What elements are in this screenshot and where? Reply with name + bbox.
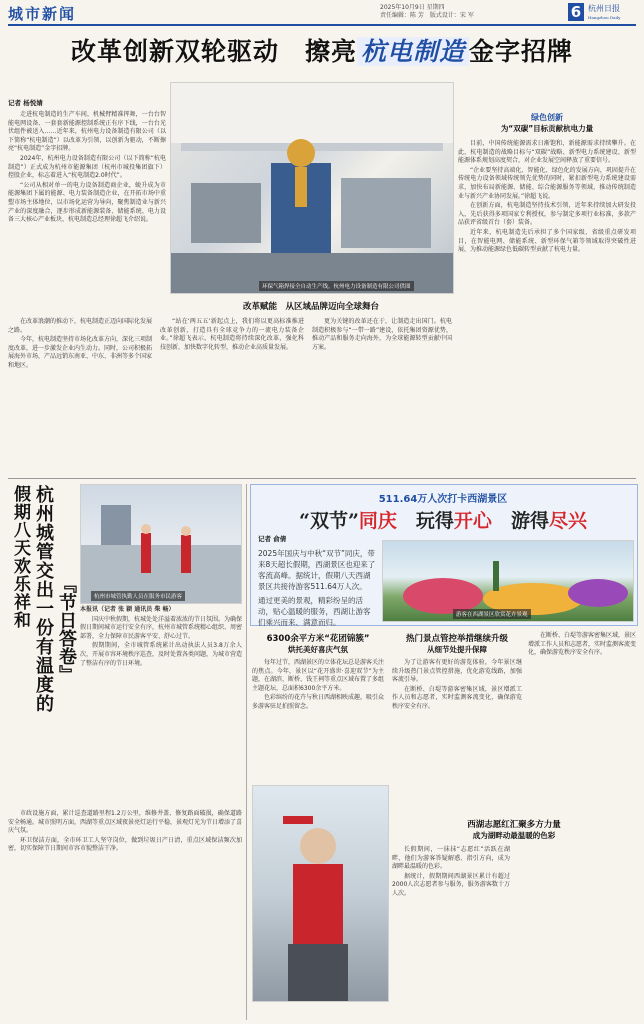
reform-col-1 xyxy=(8,318,152,372)
reform-col-3 xyxy=(312,318,452,353)
column-divider xyxy=(246,484,247,1020)
left-story-text xyxy=(80,606,242,669)
sub2-text xyxy=(392,659,522,712)
sidebar-paragraph: 近年来，杭电制造先后承担了多个国家级、省级重点研发项目，在智能电网、储能系统、新型环保气箱等领域取得突破性进展，为推动能源绿色低碳转型贡献了杭电力量。 xyxy=(458,228,636,254)
lead-paragraph: 走进杭电制造的生产车间，机械臂精准挥舞，一台台智能电网设备、一套套新能源控制系统正有序下线，一台台光伏组件被送入……近年来，杭州电力设备制造有限公司（以下简称“杭电制造”）以改革为引领，以创新为驱动，不断擦亮“杭电制造”金字招牌。 xyxy=(8,111,166,153)
reform-paragraph: 今年，杭电制造坚持市场化改革方向，深化三项制度改革，进一步激发企业内生动力。同时，公司积极拓展海外市场，产品远销东南亚、中东、非洲等多个国家和地区。 xyxy=(8,336,153,369)
reform-paragraph: “站在‘两五五’新起点上，我们将以更高标准推进改革创新，打造具有全球竞争力的一流电力装备企业。”徐超飞表示，杭电制造将持续深化改革，强化科技创新，加快数字化转型，推动企业高质量发展。 xyxy=(160,318,304,351)
editor-line: 责任编辑：陈 芳 版式设计：宋 军 xyxy=(380,12,474,19)
lead-text-2: 通过更美的景观，精彩纷呈的活动，贴心温暖的服务，西湖让游客们乘兴而来、满意而归。 xyxy=(258,596,371,627)
left-story-paragraph: 市政设施方面，累计巡查道路里程1.2万公里，维修井盖、修复路面破损，确保道路安全畅通。城市照明方面，西湖等重点区域夜景亮灯运行平稳，景观灯光为节日增添了喜庆气氛。 xyxy=(8,810,243,835)
sidebar-paragraph: 目前，中国传统能源需求日渐饱和，新能源需求持续攀升。在此，杭电制造的战略目标与“双碳”战略、新型电力系统建设、新型能源体系规划高度契合，对企业发展空间释放了重要信号。 xyxy=(458,140,636,165)
west-lake-flower-photo xyxy=(382,540,634,622)
left-story-text-bottom xyxy=(8,810,242,855)
paper-pinyin: Hangzhou Daily xyxy=(588,15,621,20)
headline-part1: 改革创新双轮驱动 擦亮 xyxy=(70,37,357,66)
headline-seg: 游得 xyxy=(491,510,549,532)
flower-photo-caption: 游客在西湖景区欣赏花卉景观 xyxy=(453,609,531,619)
reform-title: 改革赋能 从区域品牌迈向全球舞台 xyxy=(242,302,379,312)
sub3-subtitle: 成为湖畔动最温暖的色彩 xyxy=(472,831,556,840)
paper-name: 杭州日报 xyxy=(588,4,620,13)
reform-paragraph: 在改革浪潮的推动下，杭电制造正迈向国际化发展之路。 xyxy=(8,318,153,334)
reform-col-2 xyxy=(160,318,304,353)
west-lake-kicker: 511.64万人次打卡西湖景区 xyxy=(378,494,508,505)
left-story-byline: 本报讯（记者 张 颖 通讯员 柴 畅） xyxy=(80,606,175,613)
west-lake-headline xyxy=(250,506,636,533)
sub3-paragraph: 长假期间，一抹抹“志愿红”活跃在湖畔，他们为游客答疑解惑、指引方向，成为湖畔最温暖的色彩。 xyxy=(392,846,510,871)
byline: 记者 杨悦婧 xyxy=(8,99,43,107)
sub2-title: 热门景点管控举措继续升级 xyxy=(405,634,508,644)
photo-caption: 环保气箱焊接全自动生产线。杭州电力设备制造有限公司供图 xyxy=(259,281,414,291)
sub2-subtitle: 从细节处提升保障 xyxy=(427,645,487,654)
sidebar-paragraph: 在创新方面，杭电制造坚持技术引领，近年来持续加大研发投入，先后获得多项国家专利授权，参与制定多项行业标准，多款产品获评省级首台（套）装备。 xyxy=(458,202,636,227)
left-story-title-line3: 假期八天欢乐祥和 xyxy=(10,485,30,629)
page-header xyxy=(0,0,644,26)
crowd-control-col xyxy=(528,632,636,659)
headline-seg-red: 开心 xyxy=(453,510,492,532)
sidebar-text xyxy=(458,140,636,255)
city-management-photo xyxy=(80,484,242,604)
sidebar-subtitle: 为“双碳”目标贡献杭电力量 xyxy=(500,124,594,133)
volunteer-photo xyxy=(252,785,389,1002)
reform-paragraph: 更为关键的改革还在于，让制造走出国门。杭电制造积极参与“一带一路”建设，依托集团资源优势，推动产品和服务走向海外，为全球能源转型贡献中国方案。 xyxy=(312,318,452,351)
city-photo-caption: 杭州市城管执勤人员在服务市民游客 xyxy=(91,591,185,601)
left-story-paragraph: 国庆中秋假期，杭城处处洋溢着浓浓的节日氛围。为确保假日期间城市运行安全有序，杭州市城管系统精心组织、周密部署，全力保障市民游客平安、舒心过节。 xyxy=(80,615,243,640)
sub2-paragraph: 为了让游客有更好的游览体验，今年景区继续升级热门景点管控措施，优化游览线路，加强客流引导。 xyxy=(392,659,522,684)
headline-seg-red: 同庆 xyxy=(358,510,397,532)
volunteer-photo-art xyxy=(253,786,388,1001)
left-story-paragraph: 环卫保洁方面，全市环卫工人坚守岗位，做到垃圾日产日清，重点区域保洁频次加密，切实保障节日期间市容市貌整洁干净。 xyxy=(8,836,242,853)
green-innovation-sidebar xyxy=(458,112,636,256)
headline-part2: 金字招牌 xyxy=(469,37,574,66)
left-story-title-line2: 『节日答卷』 xyxy=(56,575,77,683)
crowd-control-section xyxy=(392,632,522,713)
section-title: 城市新闻 xyxy=(8,5,77,23)
date-line: 2025年10月9日 星期四 xyxy=(380,4,445,11)
sub1-subtitle: 烘托美好喜庆气氛 xyxy=(288,645,348,654)
left-story-paragraph: 假期期间，全市城管系统累计出动执法人员3.8万余人次，开展市容环境秩序巡查，及时处置各类问题，为城市营造了整洁有序的节日环境。 xyxy=(80,642,243,667)
sub1-paragraph: 每年过节，西湖景区的立体花坛总是游客关注的焦点。今年，景区以“花开盛世·喜迎双节”为主题，在湖滨、断桥、钱王祠等重点区域布置了多组主题花坛，总面积6300余平方米。 xyxy=(252,659,385,692)
sub1-title: 6300余平方米“花团锦簇” xyxy=(266,634,370,644)
sub1-text xyxy=(252,659,384,712)
sub1-paragraph: 色彩缤纷的花卉与秋日西湖相映成趣，吸引众多游客驻足拍照留念。 xyxy=(252,694,385,710)
issue-info xyxy=(380,4,565,20)
lead-paragraph: 2024年，杭州电力设备制造有限公司（以下简称“杭电制造”）正式成为杭州市能源集团（杭州市城投集团旗下）控股企业，标志着进入“杭电制造2.0时代”。 xyxy=(8,154,166,180)
sub3-title: 西湖志愿红汇聚多方力量 xyxy=(467,820,561,830)
headline-seg-red: 尽兴 xyxy=(548,510,587,532)
sub2-paragraph: 在断桥、白堤等游客密集区域，景区增派工作人员和志愿者，实时监测客流变化，确保游览秩序安全有序。 xyxy=(528,632,637,657)
left-story-title-line1: 杭州城管交出一份有温度的 xyxy=(33,485,54,713)
headline-emphasis: 杭电制造 xyxy=(357,37,469,66)
sub3-paragraph: 据统计，假期期间西湖景区累计有超过2000人次志愿者参与服务，服务游客数十万人次。 xyxy=(392,872,510,897)
header-rule xyxy=(8,24,636,26)
city-photo-art xyxy=(81,485,241,603)
west-lake-byline: 记者 俞倩 xyxy=(258,535,287,543)
paper-logo xyxy=(588,4,620,22)
headline-seg: 玩得 xyxy=(396,510,454,532)
top-story-lead xyxy=(8,98,166,226)
volunteer-col-1 xyxy=(392,846,510,900)
west-lake-lead xyxy=(258,548,376,628)
sidebar-title: 绿色创新 xyxy=(531,113,563,122)
page-number: 6 xyxy=(568,3,584,21)
flower-section xyxy=(252,632,384,713)
main-headline xyxy=(0,32,644,68)
reform-section xyxy=(170,300,452,317)
lead-paragraph: “公司从相对单一的电力设备制造商企业，蜕升成为市能源集团下属的能源、电力装备制造企业，在开拓市场中重塑市场主体地位，以市场化运营为导向，聚焦制造业与新兴产业的深度融合，逐步形成新能源装备、储能系统、电力设备三大核心产业板块，杭电制造总经理徐超飞介绍说。 xyxy=(8,181,166,224)
sub2-paragraph: 在断桥、白堤等游客密集区域，景区增派工作人员和志愿者，实时监测客流变化，确保游览秩序安全有序。 xyxy=(392,685,522,710)
volunteer-section xyxy=(392,818,636,845)
lead-text: 2025年国庆与中秋“双节”同庆，带来8天超长假期，西湖景区也迎来了客流高峰。据统计，假期八天西湖景区共接待游客511.64万人次。 xyxy=(258,549,376,591)
section-divider xyxy=(8,478,636,479)
sidebar-paragraph: “企业要坚持高端化、智能化、绿色化的发展方向，巩固提升在传统电力设备领域传统领先优势的同时，紧扣新型电力系统建设需求，加快布局新能源、储能、综合能源服务等领域，推动传统制造业与新兴产业协同发展。”徐超飞说。 xyxy=(458,166,636,200)
factory-photo-art xyxy=(171,83,453,293)
factory-photo xyxy=(170,82,454,294)
lead-text xyxy=(8,111,166,225)
headline-seg: “双节” xyxy=(299,510,359,532)
